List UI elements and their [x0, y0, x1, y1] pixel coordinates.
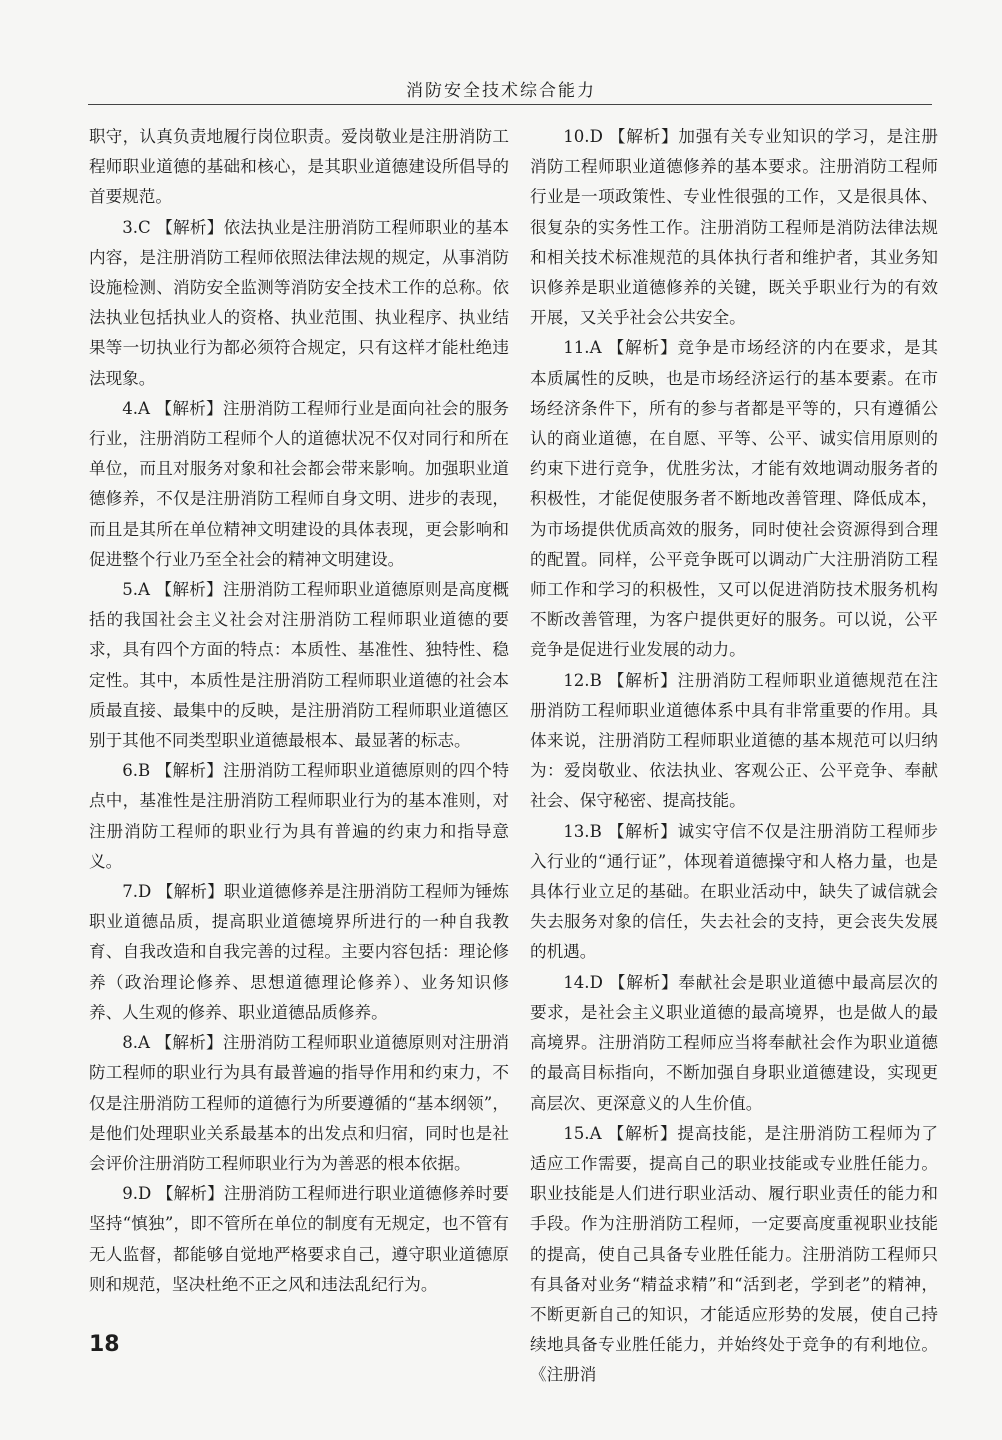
- answer-7: 7.D 【解析】职业道德修养是注册消防工程师为锤炼职业道德品质，提高职业道德境界所进行的一种自我教育、自我改造和自我完善的过程。主要内容包括：理论修养（政治理论修养、思想道德理论修养）、业务知识修养、人生观的修养、职业道德品质修养。: [89, 882, 509, 1022]
- answer-14: 14.D 【解析】奉献社会是职业道德中最高层次的要求，是社会主义职业道德的最高境界，也是做人的最高境界。注册消防工程师应当将奉献社会作为职业道德的最高目标指向，不断加强自身职业道德建设，实现更高层次、更深意义的人生价值。: [530, 972, 938, 1113]
- running-header: 消防安全技术综合能力: [406, 81, 596, 101]
- answer-12: 12.B 【解析】注册消防工程师职业道德规范在注册消防工程师职业道德体系中具有非常重要的作用。具体来说，注册消防工程师职业道德的基本规范可以归纳为：爱岗敬业、依法执业、客观公正、公平竞争、奉献社会、保守秘密、提高技能。: [530, 670, 938, 811]
- answer-3: 3.C 【解析】依法执业是注册消防工程师职业的基本内容，是注册消防工程师依照法律法规的规定，从事消防设施检测、消防安全监测等消防安全技术工作的总称。依法执业包括执业人的资格、执业范围、执业程序、执业结果等一切执业行为都必须符合规定，只有这样才能杜绝违法现象。: [89, 217, 509, 388]
- answer-6: 6.B 【解析】注册消防工程师职业道德原则的四个特点中，基准性是注册消防工程师职业行为的基本准则，对注册消防工程师的职业行为具有普遍的约束力和指导意义。: [89, 761, 509, 871]
- answer-10: 10.D 【解析】加强有关专业知识的学习，是注册消防工程师职业道德修养的基本要求。注册消防工程师行业是一项政策性、专业性很强的工作，又是很具体、很复杂的实务性工作。注册消防工程师是消防法律法规和相关技术标准规范的具体执行者和维护者，其业务知识修养是职业道德修养的关键，既关乎职业行为的有效开展，又关乎社会公共安全。: [530, 127, 938, 328]
- page-number: 18: [89, 1332, 120, 1357]
- answer-8: 8.A 【解析】注册消防工程师职业道德原则对注册消防工程师的职业行为具有最普遍的指导作用和约束力，不仅是注册消防工程师的道德行为所要遵循的“基本纲领”，是他们处理职业关系最基本的出发点和归宿，同时也是社会评价注册消防工程师职业行为为善恶的根本依据。: [89, 1033, 509, 1173]
- right-column: [530, 122, 938, 1391]
- answer-15: 15.A 【解析】提高技能，是注册消防工程师为了适应工作需要，提高自己的职业技能或专业胜任能力。职业技能是人们进行职业活动、履行职业责任的能力和手段。作为注册消防工程师，一定要高度重视职业技能的提高，使自己具备专业胜任能力。注册消防工程师只有具备对业务“精益求精”和“活到老，学到老”的精神，不断更新自己的知识，才能适应形势的发展，使自己持续地具备专业胜任能力，并始终处于竞争的有利地位。《注册消: [530, 1123, 938, 1385]
- header-divider: [88, 104, 932, 105]
- answer-5: 5.A 【解析】注册消防工程师职业道德原则是高度概括的我国社会主义社会对注册消防工程师职业道德的要求，具有四个方面的特点：本质性、基准性、独特性、稳定性。其中，本质性是注册消防工程师职业道德的社会本质最直接、最集中的反映，是注册消防工程师职业道德区别于其他不同类型职业道德最根本、最显著的标志。: [89, 580, 509, 751]
- answer-4: 4.A 【解析】注册消防工程师行业是面向社会的服务行业，注册消防工程师个人的道德状况不仅对同行和所在单位，而且对服务对象和社会都会带来影响。加强职业道德修养，不仅是注册消防工程师自身文明、进步的表现，而且是其所在单位精神文明建设的具体表现，更会影响和促进整个行业乃至全社会的精神文明建设。: [89, 398, 509, 569]
- answer-11: 11.A 【解析】竞争是市场经济的内在要求，是其本质属性的反映，也是市场经济运行的基本要素。在市场经济条件下，所有的参与者都是平等的，只有遵循公认的商业道德，在自愿、平等、公平、诚实信用原则的约束下进行竞争，优胜劣汰，才能有效地调动服务者的积极性，才能促使服务者不断地改善管理、降低成本，为市场提供优质高效的服务，同时使社会资源得到合理的配置。同样，公平竞争既可以调动广大注册消防工程师工作和学习的积极性，又可以促进消防技术服务机构不断改善管理，为客户提供更好的服务。可以说，公平竞争是促进行业发展的动力。: [530, 338, 938, 660]
- answer-9: 9.D 【解析】注册消防工程师进行职业道德修养时要坚持“慎独”，即不管所在单位的制度有无规定，也不管有无人监督，都能够自觉地严格要求自己，遵守职业道德原则和规范，坚决杜绝不正之风和违法乱纪行为。: [89, 1184, 509, 1294]
- answer-13: 13.B 【解析】诚实守信不仅是注册消防工程师步入行业的“通行证”，体现着道德操守和人格力量，也是具体行业立足的基础。在职业活动中，缺失了诚信就会失去服务对象的信任，失去社会的支持，更会丧失发展的机遇。: [530, 821, 938, 962]
- left-column: [89, 122, 509, 1300]
- paragraph: 职守，认真负责地履行岗位职责。爱岗敬业是注册消防工程师职业道德的基础和核心，是其职业道德建设所倡导的首要规范。: [89, 127, 509, 207]
